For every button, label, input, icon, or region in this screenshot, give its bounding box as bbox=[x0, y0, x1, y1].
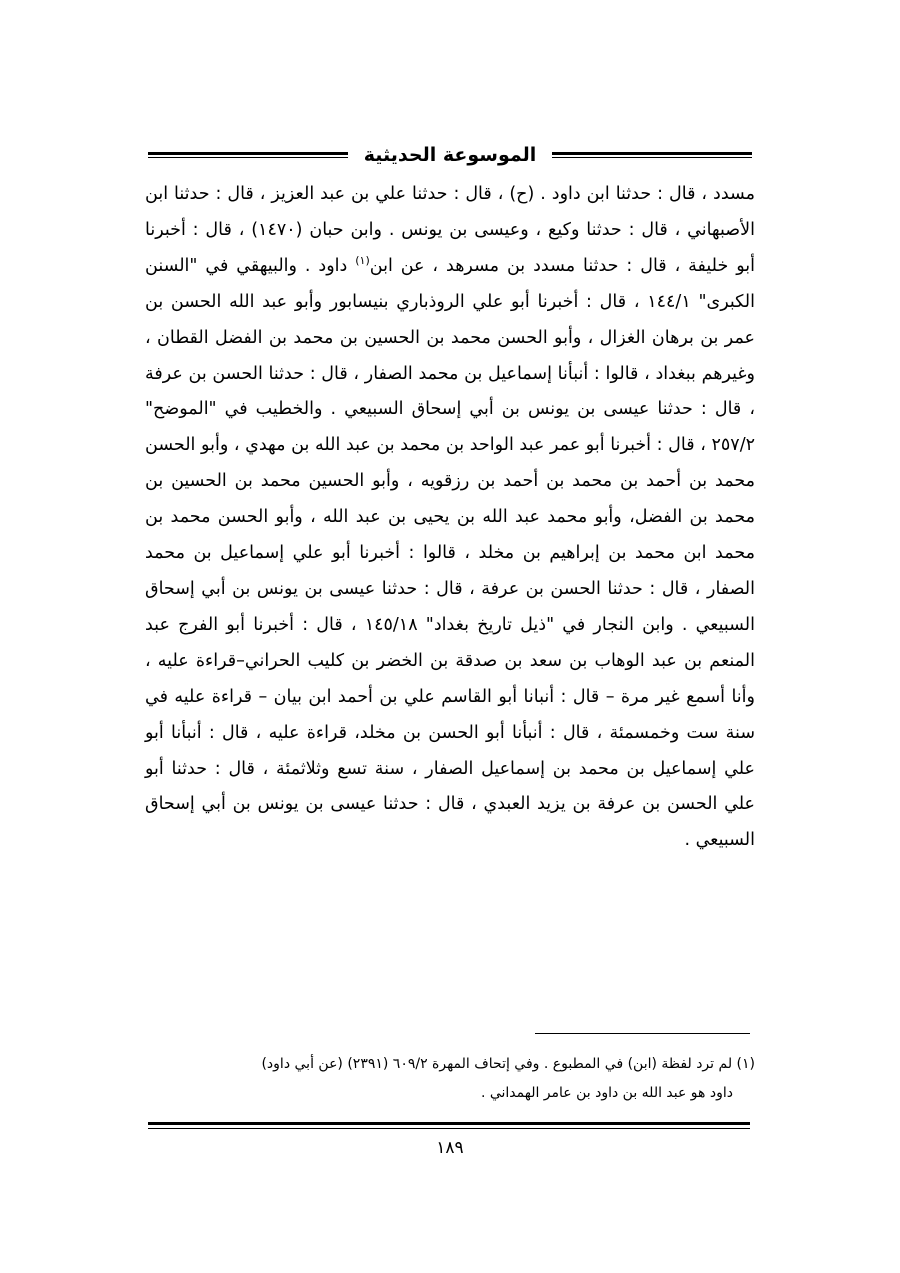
body-text-part-1: مسدد ، قال : حدثنا ابن داود . (ح) ، قال : حدثنا علي بن عبد العزيز ، قال : حدثنا ابن الأصبهاني ، قال : حدثنا وكيع ، وعيسى بن يونس . وابن حبان (١٤٧٠) ، قال : أخبرنا أبو خليفة ، قال : حدثنا مسدد بن مسرهد ، عن ابن bbox=[145, 184, 755, 276]
footnote-reference: (١) bbox=[355, 253, 370, 267]
main-text bbox=[145, 177, 755, 859]
footer-rule-thin bbox=[148, 1128, 750, 1129]
page-number: ١٨٩ bbox=[436, 1138, 464, 1158]
footnote-separator bbox=[535, 1033, 750, 1034]
body-text-part-2: داود . والبيهقي في "السنن الكبرى" ١٤٤/١ ، قال : أخبرنا أبو علي الروذباري بنيسابور وأبو عبد الله الحسن بن عمر بن برهان الغزال ، وأبو الحسن محمد بن الحسين بن محمد بن الفضل القطان ، وغيرهم ببغداد ، قالوا : أنبأنا إسماعيل بن محمد الصفار ، قال : حدثنا الحسن بن عرفة ، قال : حدثنا عيسى بن يونس بن أبي إسحاق السبيعي . والخطيب في "الموضح" ٢٥٧/٢ ، قال : أخبرنا أبو عمر عبد الواحد بن محمد بن عبد الله بن مهدي ، وأبو الحسن محمد بن أحمد بن محمد بن أحمد بن رزقويه ، وأبو الحسين محمد بن الحسين بن محمد بن الفضل، وأبو محمد عبد الله بن يحيى بن عبد الله ، وأبو الحسن محمد بن محمد ابن محمد بن إبراهيم بن مخلد ، قالوا : أخبرنا أبو علي إسماعيل بن محمد الصفار ، قال : حدثنا الحسن بن عرفة ، قال : حدثنا عيسى بن يونس بن أبي إسحاق السبيعي . وابن النجار في "ذيل تاريخ بغداد" ١٤٥/١٨ ، قال : أخبرنا أبو الفرج عبد المنعم بن عبد الوهاب بن سعد بن صدقة بن الخضر بن كليب الحراني–قراءة عليه ، وأنا أسمع غير مرة – قال : أنبانا أبو القاسم علي بن أحمد ابن بيان – قراءة عليه في سنة ست وخمسمئة ، قال : أنبأنا أبو الحسن بن مخلد، قراءة عليه ، قال : أنبأنا أبو علي إسماعيل بن محمد بن إسماعيل الصفار ، سنة تسع وثلاثمئة ، قال : حدثنا أبو علي الحسن بن عرفة بن يزيد العبدي ، قال : حدثنا عيسى بن يونس بن أبي إسحاق السبيعي . bbox=[145, 255, 755, 851]
header-title-text: الموسوعة الحديثية bbox=[348, 144, 553, 166]
footnote-line-2: داود هو عبد الله بن داود بن عامر الهمداني . bbox=[480, 1085, 733, 1101]
footer-rule-thick bbox=[148, 1122, 750, 1125]
running-header bbox=[148, 140, 752, 172]
footnote-line-1: (١) لم ترد لفظة (ابن) في المطبوع . وفي إتحاف المهرة ٦٠٩/٢ (٢٣٩١) (عن أبي داود) bbox=[261, 1056, 755, 1072]
running-header-title bbox=[148, 140, 752, 170]
footnotes bbox=[145, 1050, 755, 1108]
body-paragraph bbox=[145, 177, 755, 859]
